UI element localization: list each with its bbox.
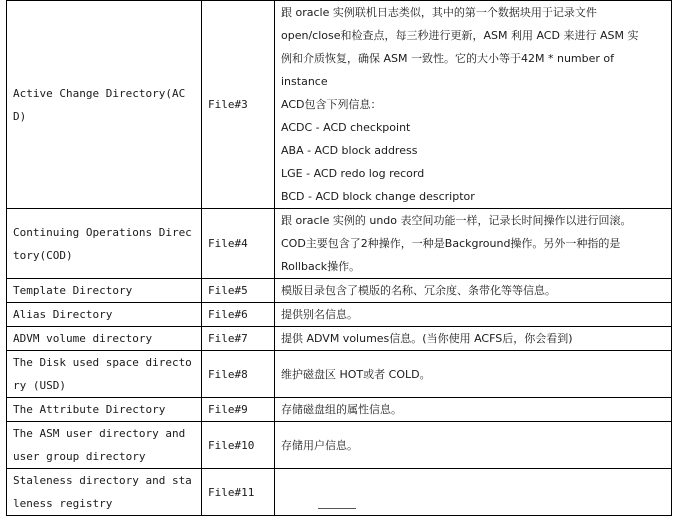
- description-line: instance: [281, 75, 328, 88]
- table-row: [7, 422, 672, 469]
- directory-name-cell: [7, 209, 202, 279]
- file-number-cell: [202, 327, 275, 351]
- file-number-cell: [202, 1, 275, 209]
- file-number-cell: [202, 209, 275, 279]
- directory-name-cell: [7, 327, 202, 351]
- description-line: 跟 oracle 实例的 undo 表空间功能一样，记录长时间操作以进行回滚。: [281, 214, 632, 227]
- description-line: ACD包含下列信息：: [281, 98, 382, 111]
- description-line: 模版目录包含了模版的名称、冗余度、条带化等等信息。: [281, 284, 556, 297]
- description-cell: [275, 1, 672, 209]
- directory-name-cell: [7, 469, 202, 516]
- description-line: BCD - ACD block change descriptor: [281, 190, 475, 203]
- directory-name-cell: [7, 279, 202, 303]
- asm-metadata-table: [6, 0, 672, 516]
- file-number-cell: [202, 351, 275, 398]
- file-number: File#6: [208, 308, 248, 321]
- file-number: File#7: [208, 332, 248, 345]
- directory-name-cell: [7, 303, 202, 327]
- description-line: 跟 oracle 实例联机日志类似，其中的第一个数据块用于记录文件: [281, 6, 597, 19]
- description-line: open/close和检查点，每三秒进行更新，ASM 利用 ACD 来进行 ASM 实: [281, 29, 639, 42]
- directory-name-cell: [7, 351, 202, 398]
- file-number-cell: [202, 422, 275, 469]
- description-line: 提供别名信息。: [281, 308, 358, 321]
- file-number-cell: [202, 279, 275, 303]
- directory-name: The ASM user directory and user group directory: [13, 427, 186, 463]
- directory-name: Alias Directory: [13, 308, 113, 321]
- description-line: ABA - ACD block address: [281, 144, 418, 157]
- description-line: 例和介质恢复，确保 ASM 一致性。它的大小等于42M * number of: [281, 52, 615, 65]
- table-row: [7, 327, 672, 351]
- file-number: File#3: [208, 98, 248, 111]
- description-line: COD主要包含了2种操作，一种是Background操作。另外一种指的是: [281, 237, 621, 250]
- directory-name-cell: [7, 398, 202, 422]
- table-row: [7, 209, 672, 279]
- description-line: 提供 ADVM volumes信息。(当你使用 ACFS后，你会看到): [281, 332, 573, 345]
- directory-name-cell: [7, 1, 202, 209]
- file-number: File#11: [208, 485, 255, 499]
- directory-name: Template Directory: [13, 284, 133, 297]
- description-cell: [275, 303, 672, 327]
- directory-name: ADVM volume directory: [13, 332, 153, 345]
- description-cell: [275, 209, 672, 279]
- description-line: 存储用户信息。: [281, 438, 358, 452]
- directory-name: Staleness directory and staleness registry: [13, 474, 192, 510]
- description-line: Rollback操作。: [281, 260, 361, 273]
- table-row: [7, 1, 672, 209]
- description-cell: [275, 327, 672, 351]
- table-row: [7, 279, 672, 303]
- directory-name: The Disk used space directory (USD): [13, 356, 192, 392]
- file-number: File#8: [208, 367, 248, 381]
- table-row: [7, 351, 672, 398]
- description-line: ACDC - ACD checkpoint: [281, 121, 411, 134]
- file-number: File#10: [208, 438, 255, 452]
- table-row: [7, 303, 672, 327]
- description-cell: [275, 351, 672, 398]
- directory-name-cell: [7, 422, 202, 469]
- table-row: [7, 398, 672, 422]
- file-number-cell: [202, 469, 275, 516]
- description-cell: [275, 422, 672, 469]
- description-cell: [275, 398, 672, 422]
- description-line: LGE - ACD redo log record: [281, 167, 425, 180]
- file-number: File#4: [208, 237, 248, 250]
- description-line: 存储磁盘组的属性信息。: [281, 403, 402, 416]
- file-number: File#5: [208, 284, 248, 297]
- document-page: [6, 0, 672, 516]
- directory-name: The Attribute Directory: [13, 403, 166, 416]
- directory-name: Active Change Directory(ACD): [13, 86, 186, 123]
- description-line: 维护磁盘区 HOT或者 COLD。: [281, 367, 431, 381]
- page-edge-mark: [318, 508, 356, 514]
- file-number-cell: [202, 303, 275, 327]
- file-number: File#9: [208, 403, 248, 416]
- description-cell: [275, 279, 672, 303]
- file-number-cell: [202, 398, 275, 422]
- directory-name: Continuing Operations Directory(COD): [13, 225, 192, 262]
